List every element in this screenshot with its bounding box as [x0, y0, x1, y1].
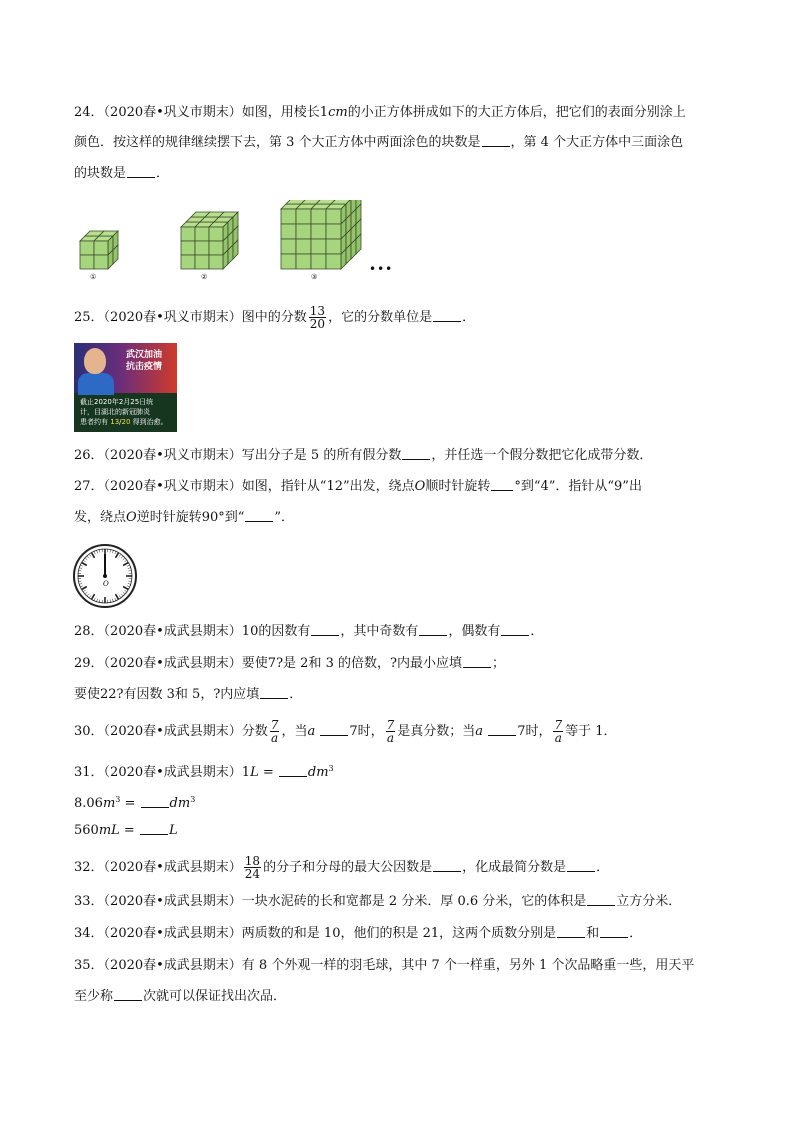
covid-poster-image: 武汉加油 抗击疫情 截止2020年2月25日统 计，目湖北的新冠肺炎 患者约有 13/20 得到治愈。 [74, 343, 177, 432]
answer-blank[interactable] [501, 623, 529, 636]
q31-line3: 560mL = L [74, 823, 178, 838]
answer-blank[interactable] [311, 623, 339, 636]
q29-line1: 29．（2020春•成武县期末）要使7?是 2和 3 的倍数，?内最小应填 ； [74, 656, 505, 671]
q35-line2: 至少称 次就可以保证找出次品． [74, 989, 287, 1004]
clock-figure [72, 543, 138, 609]
figure-label-3: ③ [311, 273, 318, 281]
q27-line2: 发，绕点O逆时针旋转90°到“ ”． [74, 510, 295, 525]
q25-line: 25．（2020春•巩义市期末）图中的分数 $\frac{13}{20}$ ，它的分数单位是 ． [74, 304, 476, 331]
q27-line1: 27．（2020春•巩义市期末）如图，指针从“12”出发，绕点O顺时针旋转 °到“4”．指针从“9”出 [74, 479, 642, 494]
cubes-figure [74, 200, 404, 290]
answer-blank[interactable] [567, 859, 595, 872]
fraction: $\frac{18}{24}$ [244, 854, 261, 881]
clock-center-label: O [103, 580, 109, 588]
figure-label-2: ② [201, 273, 208, 281]
answer-blank[interactable] [587, 893, 615, 906]
q31-line1: 31．（2020春•成武县期末）$1L = dm^3$ [74, 764, 334, 780]
answer-blank[interactable] [433, 309, 461, 322]
answer-blank[interactable] [141, 795, 169, 808]
q32-line: 32．（2020春•成武县期末） $\frac{18}{24}$ 的分子和分母的最大公因数是 ，化成最简分数是 ． [74, 854, 610, 881]
answer-blank[interactable] [127, 165, 155, 178]
fraction: $\frac{7}{a}$ [386, 718, 395, 745]
q24-line1: 24．（2020春•巩义市期末）如图，用棱长1cm的小正方体拼成如下的大正方体后，把它们的表面分别涂上 [74, 105, 686, 120]
answer-blank[interactable] [260, 686, 288, 699]
q29-line2: 要使22?有因数 3和 5，?内应填 ． [74, 687, 303, 702]
answer-blank[interactable] [463, 655, 491, 668]
answer-blank[interactable] [419, 623, 447, 636]
figure-label-1: ① [90, 273, 97, 281]
answer-blank[interactable] [482, 134, 510, 147]
answer-blank[interactable] [320, 723, 348, 736]
q26-line: 26．（2020春•巩义市期末）写出分子是 5 的所有假分数 ，并任选一个假分数把它化成带分数． [74, 448, 653, 463]
q34-line: 34．（2020春•成武县期末）两质数的和是 10，他们的积是 21，这两个质数分别是 和 ． [74, 926, 643, 941]
answer-blank[interactable] [488, 723, 516, 736]
answer-blank[interactable] [491, 478, 513, 491]
person-image [84, 348, 106, 374]
q28-line: 28．（2020春•成武县期末）10的因数有 ，其中奇数有 ，偶数有 ． [74, 624, 544, 639]
answer-blank[interactable] [433, 859, 461, 872]
q35-line1: 35．（2020春•成武县期末）有 8 个外观一样的羽毛球，其中 7 个一样重，另外 1 个次品略重一些，用天平 [74, 958, 695, 973]
fraction: $\frac{7}{a}$ [270, 718, 279, 745]
fraction: $\frac{7}{a}$ [554, 718, 563, 745]
answer-blank[interactable] [402, 447, 430, 460]
ellipsis: ••• [369, 262, 394, 276]
answer-blank[interactable] [279, 764, 307, 777]
answer-blank[interactable] [114, 988, 142, 1001]
answer-blank[interactable] [557, 925, 585, 938]
answer-blank[interactable] [140, 822, 168, 835]
q24-line3: 的块数是 ． [74, 166, 170, 181]
q24-line2: 颜色．按这样的规律继续摆下去，第 3 个大正方体中两面涂色的块数是 ，第 4 个大正方体中三面涂色 [74, 135, 684, 150]
answer-blank[interactable] [245, 509, 273, 522]
q30-line: 30．（2020春•成武县期末）分数 $\frac{7}{a}$ ，当a 7时， $\frac{7}{a}$ 是真分数；当a 7时， $\frac{7}{a}$ 等于 1． [74, 718, 617, 745]
q33-line: 33．（2020春•成武县期末）一块水泥砖的长和宽都是 2 分米．厚 0.6 分米，它的体积是 立方分米． [74, 894, 682, 909]
answer-blank[interactable] [600, 925, 628, 938]
fraction: $\frac{13}{20}$ [309, 304, 326, 331]
q31-line2: $8.06m^3 = dm^3$ [74, 795, 196, 811]
